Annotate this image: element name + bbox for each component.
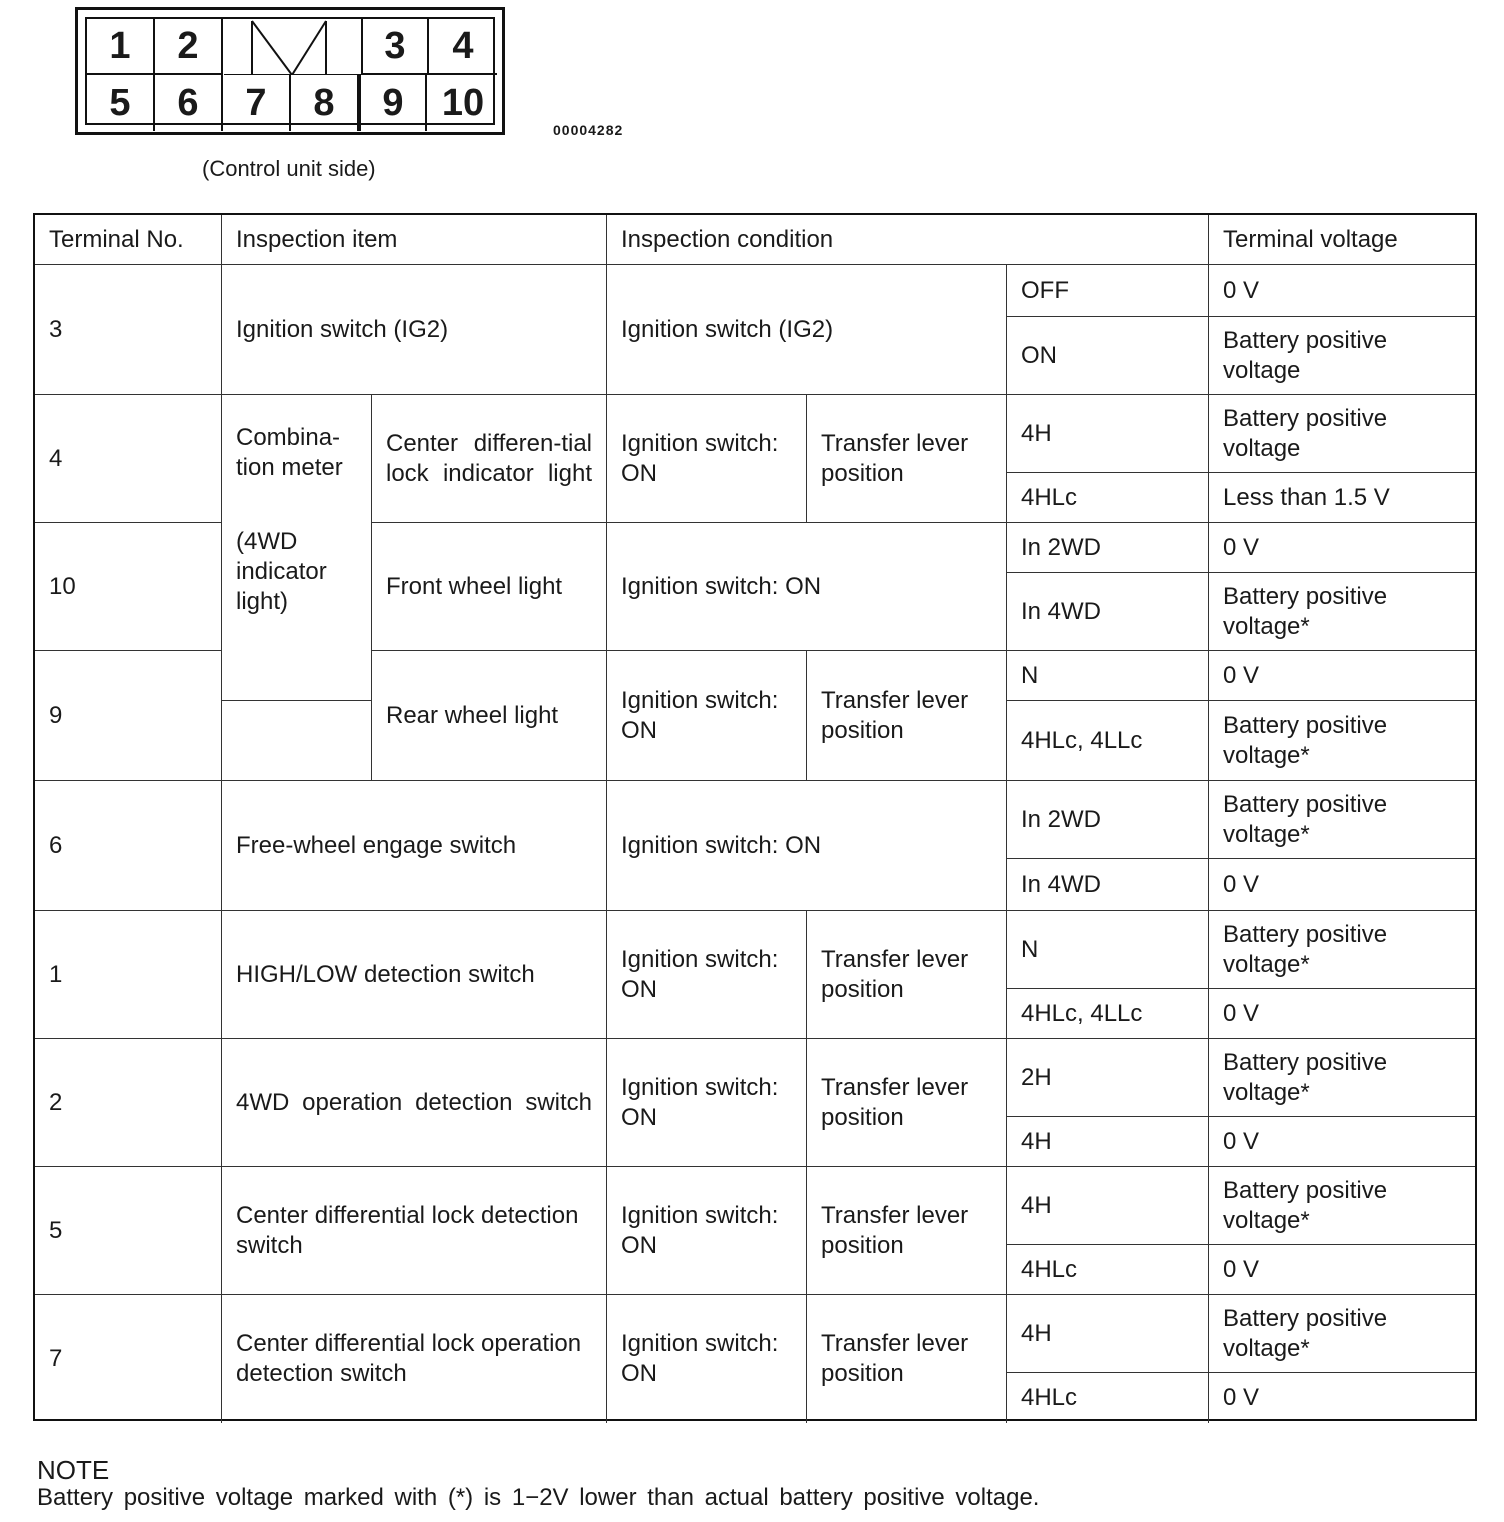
terminal-voltage: Battery positive voltage* — [1209, 911, 1475, 989]
note-title: NOTE — [37, 1455, 110, 1485]
terminal-voltage: 0 V — [1209, 859, 1475, 911]
condition-state: 4HLc — [1007, 473, 1209, 523]
inspection-item: Front wheel light — [372, 523, 607, 651]
terminal-voltage: Less than 1.5 V — [1209, 473, 1475, 523]
inspection-item: Center differen-tial lock indicator light — [372, 395, 607, 523]
pin-6: 6 — [155, 75, 223, 131]
note-text: Battery positive voltage marked with (*) is 1−2V lower than actual battery positive voltage. — [37, 1484, 1040, 1511]
terminal-no: 6 — [35, 781, 222, 911]
terminal-no: 2 — [35, 1039, 222, 1167]
condition-state: 4HLc — [1007, 1245, 1209, 1295]
inspection-table — [33, 213, 1477, 1421]
pin-2: 2 — [155, 19, 223, 75]
pin-8: 8 — [291, 75, 359, 131]
pin-10: 10 — [441, 81, 485, 124]
condition-state: 4HLc — [1007, 1373, 1209, 1423]
inspection-condition: Transfer lever position — [807, 1039, 1007, 1167]
pin-4: 4 — [429, 19, 497, 75]
terminal-voltage: Battery positive voltage* — [1209, 1167, 1475, 1245]
inspection-condition: Ignition switch: ON — [607, 781, 1007, 911]
condition-state: 4HLc, 4LLc — [1007, 989, 1209, 1039]
terminal-voltage: Battery positive voltage* — [1209, 1039, 1475, 1117]
condition-state: N — [1007, 911, 1209, 989]
terminal-voltage: Battery positive voltage* — [1209, 1295, 1475, 1373]
inspection-condition: Ignition switch: ON — [607, 1295, 807, 1423]
terminal-voltage: 0 V — [1223, 1384, 1260, 1411]
inspection-item: Center differential lock detection switch — [222, 1167, 607, 1295]
condition-state: N — [1007, 651, 1209, 701]
inspection-condition: Ignition switch: ON — [607, 1167, 807, 1295]
terminal-voltage: 0 V — [1209, 989, 1475, 1039]
combination-meter-label: Combina-tion meter — [236, 424, 343, 481]
condition-state: 4H — [1007, 395, 1209, 473]
condition-state: In 4WD — [1007, 573, 1209, 651]
terminal-voltage: Battery positive voltage* — [1209, 781, 1475, 859]
terminal-voltage: 0 V — [1209, 1245, 1475, 1295]
inspection-condition: Ignition switch: ON — [607, 651, 807, 781]
inspection-condition: Ignition switch: ON — [607, 1039, 807, 1167]
connector-pin-grid — [85, 17, 495, 125]
terminal-voltage: Battery positive voltage* — [1209, 573, 1475, 651]
header-inspection-condition: Inspection condition — [607, 215, 1209, 265]
pin-5: 5 — [87, 75, 155, 131]
combination-meter-cell — [222, 395, 372, 701]
condition-state: OFF — [1007, 265, 1209, 317]
inspection-condition: Ignition switch (IG2) — [607, 265, 1007, 395]
inspection-condition: Transfer lever position — [807, 911, 1007, 1039]
inspection-item: Ignition switch (IG2) — [222, 265, 607, 395]
indicator-light-label: (4WD indicator light) — [236, 528, 327, 615]
condition-state: 2H — [1007, 1039, 1209, 1117]
terminal-voltage: 0 V — [1209, 265, 1475, 317]
terminal-no: 1 — [35, 911, 222, 1039]
header-inspection-item: Inspection item — [222, 215, 607, 265]
inspection-item: 4WD operation detection switch — [222, 1039, 607, 1167]
terminal-voltage: 0 V — [1209, 1117, 1475, 1167]
header-terminal-voltage: Terminal voltage — [1209, 215, 1475, 265]
inspection-condition: Ignition switch: ON — [607, 395, 807, 523]
inspection-condition: Transfer lever position — [807, 1295, 1007, 1423]
terminal-voltage: 0 V — [1209, 651, 1475, 701]
terminal-voltage: Battery positive voltage — [1209, 395, 1475, 473]
terminal-voltage: Battery positive voltage* — [1209, 701, 1475, 781]
combination-meter-cell-continued — [222, 701, 372, 781]
condition-state: In 2WD — [1007, 781, 1209, 859]
condition-state: 4HLc, 4LLc — [1007, 701, 1209, 781]
inspection-condition: Ignition switch: ON — [607, 911, 807, 1039]
connector-key-notch — [224, 19, 361, 75]
diagram-reference-code: 00004282 — [553, 122, 624, 138]
condition-state: In 4WD — [1007, 859, 1209, 911]
terminal-no: 10 — [35, 523, 222, 651]
condition-state: 4H — [1007, 1117, 1209, 1167]
condition-state: ON — [1007, 317, 1209, 395]
inspection-item: Free-wheel engage switch — [222, 781, 607, 911]
terminal-no: 3 — [35, 265, 222, 395]
terminal-voltage: Battery positive voltage — [1209, 317, 1475, 395]
pin-3: 3 — [361, 19, 429, 75]
terminal-no: 9 — [35, 651, 222, 781]
condition-state: 4H — [1007, 1295, 1209, 1373]
inspection-item: HIGH/LOW detection switch — [222, 911, 607, 1039]
inspection-item: Rear wheel light — [372, 651, 607, 781]
inspection-condition: Transfer lever position — [807, 395, 1007, 523]
pin-1: 1 — [87, 19, 155, 75]
inspection-condition: Ignition switch: ON — [607, 523, 1007, 651]
diagram-caption: (Control unit side) — [202, 156, 376, 181]
terminal-voltage: 0 V — [1209, 523, 1475, 573]
inspection-condition: Transfer lever position — [807, 1167, 1007, 1295]
condition-state: In 2WD — [1007, 523, 1209, 573]
terminal-no: 4 — [35, 395, 222, 523]
condition-state: 4H — [1007, 1167, 1209, 1245]
inspection-item: Center differential lock operation detection switch — [222, 1295, 607, 1423]
header-terminal-no: Terminal No. — [35, 215, 222, 265]
terminal-no: 7 — [35, 1295, 222, 1423]
pin-9: 9 — [359, 75, 427, 131]
inspection-condition: Transfer lever position — [807, 651, 1007, 781]
connector-diagram — [75, 7, 505, 135]
terminal-no: 5 — [35, 1167, 222, 1295]
pin-7: 7 — [223, 75, 291, 131]
